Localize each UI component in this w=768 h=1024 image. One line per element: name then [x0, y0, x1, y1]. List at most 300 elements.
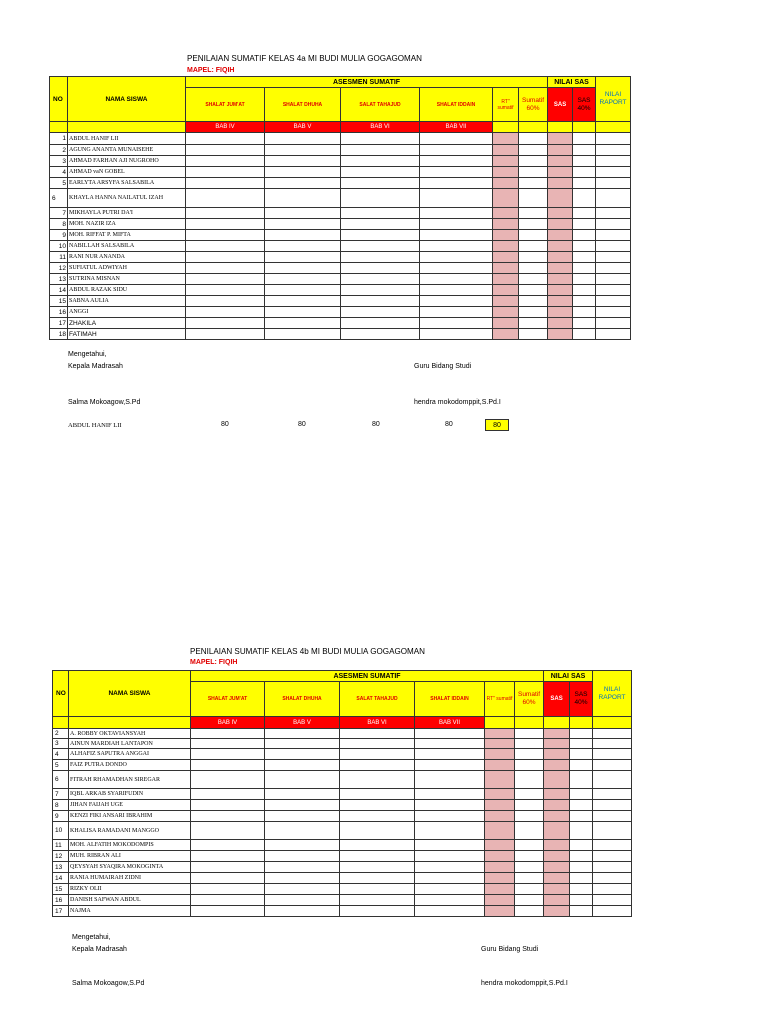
- score-cell[interactable]: [341, 296, 420, 307]
- score-cell[interactable]: [548, 252, 573, 263]
- score-cell[interactable]: [493, 156, 519, 167]
- score-cell[interactable]: [573, 252, 596, 263]
- score-cell[interactable]: [519, 230, 548, 241]
- score-cell[interactable]: [570, 739, 593, 749]
- score-cell[interactable]: [186, 156, 265, 167]
- score-cell[interactable]: [415, 749, 485, 760]
- score-cell[interactable]: [265, 241, 341, 252]
- score-cell[interactable]: [544, 811, 570, 822]
- score-cell[interactable]: [265, 189, 341, 208]
- score-cell[interactable]: [515, 895, 544, 906]
- score-cell[interactable]: [191, 884, 265, 895]
- score-cell[interactable]: [191, 895, 265, 906]
- score-cell[interactable]: [420, 230, 493, 241]
- score-cell[interactable]: [265, 329, 341, 340]
- score-cell[interactable]: [186, 230, 265, 241]
- score-cell[interactable]: [544, 873, 570, 884]
- score-cell[interactable]: [415, 800, 485, 811]
- score-cell[interactable]: [415, 851, 485, 862]
- score-cell[interactable]: [415, 895, 485, 906]
- score-cell[interactable]: [186, 219, 265, 230]
- score-cell[interactable]: [265, 296, 341, 307]
- score-cell[interactable]: [573, 219, 596, 230]
- score-cell[interactable]: [340, 771, 415, 789]
- score-cell[interactable]: [570, 895, 593, 906]
- score-cell[interactable]: [265, 145, 341, 156]
- score-cell[interactable]: [519, 263, 548, 274]
- score-cell[interactable]: [186, 307, 265, 318]
- score-cell[interactable]: [593, 739, 632, 749]
- score-cell[interactable]: [420, 285, 493, 296]
- score-cell[interactable]: [191, 800, 265, 811]
- score-cell[interactable]: [544, 729, 570, 739]
- score-cell[interactable]: [519, 208, 548, 219]
- score-cell[interactable]: [191, 749, 265, 760]
- score-cell[interactable]: [265, 263, 341, 274]
- score-cell[interactable]: [570, 840, 593, 851]
- score-cell[interactable]: [265, 252, 341, 263]
- score-cell[interactable]: [548, 189, 573, 208]
- score-cell[interactable]: [493, 219, 519, 230]
- score-cell[interactable]: [186, 133, 265, 145]
- score-cell[interactable]: [519, 252, 548, 263]
- score-cell[interactable]: [596, 263, 631, 274]
- score-cell[interactable]: [420, 318, 493, 329]
- score-cell[interactable]: [485, 851, 515, 862]
- score-cell[interactable]: [548, 230, 573, 241]
- score-cell[interactable]: [341, 145, 420, 156]
- score-cell[interactable]: [519, 241, 548, 252]
- score-cell[interactable]: [570, 789, 593, 800]
- score-cell[interactable]: [420, 208, 493, 219]
- score-cell[interactable]: [265, 873, 340, 884]
- score-cell[interactable]: [186, 329, 265, 340]
- score-cell[interactable]: [570, 851, 593, 862]
- score-cell[interactable]: [570, 862, 593, 873]
- score-cell[interactable]: [265, 789, 340, 800]
- score-cell[interactable]: [596, 219, 631, 230]
- score-cell[interactable]: [186, 318, 265, 329]
- score-cell[interactable]: [519, 329, 548, 340]
- score-cell[interactable]: [519, 285, 548, 296]
- score-cell[interactable]: [265, 307, 341, 318]
- score-cell[interactable]: [515, 749, 544, 760]
- score-cell[interactable]: [265, 811, 340, 822]
- score-cell[interactable]: [341, 263, 420, 274]
- score-cell[interactable]: [596, 178, 631, 189]
- score-cell[interactable]: [596, 145, 631, 156]
- score-cell[interactable]: [186, 285, 265, 296]
- score-cell[interactable]: [548, 167, 573, 178]
- score-cell[interactable]: [596, 189, 631, 208]
- score-cell[interactable]: [515, 800, 544, 811]
- score-cell[interactable]: [265, 862, 340, 873]
- score-cell[interactable]: [340, 873, 415, 884]
- score-cell[interactable]: [341, 307, 420, 318]
- score-cell[interactable]: [544, 895, 570, 906]
- score-cell[interactable]: [186, 241, 265, 252]
- score-cell[interactable]: [485, 771, 515, 789]
- score-cell[interactable]: [519, 156, 548, 167]
- score-cell[interactable]: [596, 133, 631, 145]
- score-cell[interactable]: [485, 862, 515, 873]
- score-cell[interactable]: [515, 729, 544, 739]
- score-cell[interactable]: [420, 263, 493, 274]
- score-cell[interactable]: [593, 800, 632, 811]
- score-cell[interactable]: [515, 840, 544, 851]
- score-cell[interactable]: [420, 252, 493, 263]
- score-cell[interactable]: [593, 906, 632, 917]
- score-cell[interactable]: [544, 789, 570, 800]
- score-cell[interactable]: [493, 208, 519, 219]
- score-cell[interactable]: [415, 811, 485, 822]
- score-cell[interactable]: [186, 263, 265, 274]
- score-cell[interactable]: [593, 811, 632, 822]
- score-cell[interactable]: [420, 274, 493, 285]
- score-cell[interactable]: [573, 307, 596, 318]
- score-cell[interactable]: [415, 789, 485, 800]
- score-cell[interactable]: [415, 729, 485, 739]
- score-cell[interactable]: [573, 208, 596, 219]
- score-cell[interactable]: [548, 241, 573, 252]
- score-cell[interactable]: [544, 851, 570, 862]
- score-cell[interactable]: [519, 133, 548, 145]
- score-cell[interactable]: [544, 862, 570, 873]
- score-cell[interactable]: [519, 307, 548, 318]
- score-cell[interactable]: [593, 884, 632, 895]
- score-cell[interactable]: [485, 729, 515, 739]
- score-cell[interactable]: [493, 263, 519, 274]
- score-cell[interactable]: [485, 822, 515, 840]
- score-cell[interactable]: [415, 771, 485, 789]
- score-cell[interactable]: [341, 230, 420, 241]
- score-cell[interactable]: [548, 219, 573, 230]
- score-cell[interactable]: [191, 739, 265, 749]
- score-cell[interactable]: [265, 274, 341, 285]
- score-cell[interactable]: [485, 811, 515, 822]
- score-cell[interactable]: [593, 749, 632, 760]
- score-cell[interactable]: [593, 840, 632, 851]
- score-cell[interactable]: [415, 884, 485, 895]
- score-cell[interactable]: [265, 800, 340, 811]
- score-cell[interactable]: [596, 156, 631, 167]
- score-cell[interactable]: [570, 811, 593, 822]
- score-cell[interactable]: [596, 329, 631, 340]
- score-cell[interactable]: [340, 906, 415, 917]
- score-cell[interactable]: [548, 285, 573, 296]
- score-cell[interactable]: [548, 307, 573, 318]
- score-cell[interactable]: [593, 851, 632, 862]
- score-cell[interactable]: [485, 906, 515, 917]
- score-cell[interactable]: [341, 133, 420, 145]
- score-cell[interactable]: [265, 178, 341, 189]
- score-cell[interactable]: [415, 822, 485, 840]
- score-cell[interactable]: [544, 749, 570, 760]
- sample-result-cell[interactable]: 80: [485, 419, 509, 431]
- score-cell[interactable]: [415, 739, 485, 749]
- score-cell[interactable]: [186, 252, 265, 263]
- score-cell[interactable]: [265, 895, 340, 906]
- score-cell[interactable]: [573, 156, 596, 167]
- score-cell[interactable]: [570, 873, 593, 884]
- score-cell[interactable]: [485, 800, 515, 811]
- score-cell[interactable]: [573, 178, 596, 189]
- score-cell[interactable]: [493, 252, 519, 263]
- score-cell[interactable]: [493, 145, 519, 156]
- score-cell[interactable]: [548, 263, 573, 274]
- score-cell[interactable]: [548, 208, 573, 219]
- score-cell[interactable]: [341, 156, 420, 167]
- score-cell[interactable]: [515, 789, 544, 800]
- score-cell[interactable]: [485, 749, 515, 760]
- score-cell[interactable]: [340, 729, 415, 739]
- score-cell[interactable]: [493, 274, 519, 285]
- score-cell[interactable]: [493, 318, 519, 329]
- score-cell[interactable]: [340, 789, 415, 800]
- score-cell[interactable]: [596, 307, 631, 318]
- score-cell[interactable]: [265, 156, 341, 167]
- score-cell[interactable]: [548, 274, 573, 285]
- score-cell[interactable]: [593, 822, 632, 840]
- score-cell[interactable]: [191, 840, 265, 851]
- score-cell[interactable]: [265, 760, 340, 771]
- score-cell[interactable]: [191, 851, 265, 862]
- score-cell[interactable]: [493, 307, 519, 318]
- score-cell[interactable]: [265, 230, 341, 241]
- score-cell[interactable]: [420, 296, 493, 307]
- score-cell[interactable]: [573, 133, 596, 145]
- score-cell[interactable]: [515, 771, 544, 789]
- score-cell[interactable]: [519, 178, 548, 189]
- score-cell[interactable]: [265, 208, 341, 219]
- score-cell[interactable]: [493, 167, 519, 178]
- score-cell[interactable]: [186, 208, 265, 219]
- score-cell[interactable]: [573, 230, 596, 241]
- score-cell[interactable]: [485, 884, 515, 895]
- score-cell[interactable]: [596, 208, 631, 219]
- score-cell[interactable]: [519, 167, 548, 178]
- score-cell[interactable]: [265, 133, 341, 145]
- score-cell[interactable]: [544, 760, 570, 771]
- score-cell[interactable]: [596, 318, 631, 329]
- score-cell[interactable]: [519, 296, 548, 307]
- score-cell[interactable]: [596, 241, 631, 252]
- score-cell[interactable]: [593, 873, 632, 884]
- score-cell[interactable]: [573, 189, 596, 208]
- score-cell[interactable]: [493, 296, 519, 307]
- score-cell[interactable]: [191, 729, 265, 739]
- score-cell[interactable]: [420, 156, 493, 167]
- score-cell[interactable]: [420, 167, 493, 178]
- score-cell[interactable]: [493, 285, 519, 296]
- score-cell[interactable]: [485, 873, 515, 884]
- score-cell[interactable]: [341, 178, 420, 189]
- score-cell[interactable]: [341, 241, 420, 252]
- score-cell[interactable]: [515, 862, 544, 873]
- score-cell[interactable]: [593, 760, 632, 771]
- score-cell[interactable]: [341, 274, 420, 285]
- score-cell[interactable]: [573, 167, 596, 178]
- score-cell[interactable]: [340, 811, 415, 822]
- score-cell[interactable]: [596, 252, 631, 263]
- score-cell[interactable]: [593, 789, 632, 800]
- score-cell[interactable]: [420, 241, 493, 252]
- score-cell[interactable]: [485, 789, 515, 800]
- score-cell[interactable]: [415, 840, 485, 851]
- score-cell[interactable]: [515, 760, 544, 771]
- score-cell[interactable]: [593, 895, 632, 906]
- score-cell[interactable]: [596, 296, 631, 307]
- score-cell[interactable]: [341, 219, 420, 230]
- score-cell[interactable]: [420, 133, 493, 145]
- score-cell[interactable]: [596, 167, 631, 178]
- score-cell[interactable]: [420, 307, 493, 318]
- score-cell[interactable]: [493, 241, 519, 252]
- score-cell[interactable]: [544, 771, 570, 789]
- score-cell[interactable]: [341, 318, 420, 329]
- score-cell[interactable]: [519, 219, 548, 230]
- score-cell[interactable]: [265, 851, 340, 862]
- score-cell[interactable]: [570, 822, 593, 840]
- score-cell[interactable]: [186, 167, 265, 178]
- score-cell[interactable]: [485, 840, 515, 851]
- score-cell[interactable]: [265, 822, 340, 840]
- score-cell[interactable]: [191, 873, 265, 884]
- score-cell[interactable]: [265, 884, 340, 895]
- score-cell[interactable]: [596, 274, 631, 285]
- score-cell[interactable]: [544, 906, 570, 917]
- score-cell[interactable]: [596, 285, 631, 296]
- score-cell[interactable]: [186, 178, 265, 189]
- score-cell[interactable]: [186, 145, 265, 156]
- score-cell[interactable]: [415, 873, 485, 884]
- score-cell[interactable]: [265, 906, 340, 917]
- score-cell[interactable]: [485, 739, 515, 749]
- score-cell[interactable]: [341, 208, 420, 219]
- score-cell[interactable]: [420, 189, 493, 208]
- score-cell[interactable]: [191, 862, 265, 873]
- score-cell[interactable]: [548, 318, 573, 329]
- score-cell[interactable]: [340, 884, 415, 895]
- score-cell[interactable]: [485, 760, 515, 771]
- score-cell[interactable]: [570, 771, 593, 789]
- score-cell[interactable]: [519, 189, 548, 208]
- score-cell[interactable]: [548, 156, 573, 167]
- score-cell[interactable]: [493, 178, 519, 189]
- score-cell[interactable]: [570, 729, 593, 739]
- score-cell[interactable]: [515, 873, 544, 884]
- score-cell[interactable]: [493, 133, 519, 145]
- score-cell[interactable]: [573, 145, 596, 156]
- score-cell[interactable]: [340, 760, 415, 771]
- score-cell[interactable]: [265, 749, 340, 760]
- score-cell[interactable]: [548, 133, 573, 145]
- score-cell[interactable]: [515, 811, 544, 822]
- score-cell[interactable]: [515, 906, 544, 917]
- score-cell[interactable]: [186, 296, 265, 307]
- score-cell[interactable]: [593, 862, 632, 873]
- score-cell[interactable]: [573, 318, 596, 329]
- score-cell[interactable]: [191, 760, 265, 771]
- score-cell[interactable]: [573, 285, 596, 296]
- score-cell[interactable]: [415, 906, 485, 917]
- score-cell[interactable]: [548, 329, 573, 340]
- score-cell[interactable]: [485, 895, 515, 906]
- score-cell[interactable]: [519, 145, 548, 156]
- score-cell[interactable]: [544, 739, 570, 749]
- score-cell[interactable]: [593, 729, 632, 739]
- score-cell[interactable]: [548, 296, 573, 307]
- score-cell[interactable]: [519, 274, 548, 285]
- score-cell[interactable]: [573, 274, 596, 285]
- score-cell[interactable]: [515, 884, 544, 895]
- score-cell[interactable]: [420, 145, 493, 156]
- score-cell[interactable]: [544, 822, 570, 840]
- score-cell[interactable]: [340, 840, 415, 851]
- score-cell[interactable]: [191, 771, 265, 789]
- score-cell[interactable]: [415, 862, 485, 873]
- score-cell[interactable]: [191, 906, 265, 917]
- score-cell[interactable]: [191, 822, 265, 840]
- score-cell[interactable]: [593, 771, 632, 789]
- score-cell[interactable]: [186, 274, 265, 285]
- score-cell[interactable]: [573, 263, 596, 274]
- score-cell[interactable]: [340, 739, 415, 749]
- score-cell[interactable]: [265, 840, 340, 851]
- score-cell[interactable]: [340, 749, 415, 760]
- score-cell[interactable]: [493, 189, 519, 208]
- score-cell[interactable]: [544, 800, 570, 811]
- score-cell[interactable]: [191, 789, 265, 800]
- score-cell[interactable]: [341, 285, 420, 296]
- score-cell[interactable]: [340, 800, 415, 811]
- score-cell[interactable]: [341, 167, 420, 178]
- score-cell[interactable]: [573, 296, 596, 307]
- score-cell[interactable]: [265, 285, 341, 296]
- score-cell[interactable]: [570, 800, 593, 811]
- score-cell[interactable]: [515, 739, 544, 749]
- score-cell[interactable]: [265, 318, 341, 329]
- score-cell[interactable]: [544, 840, 570, 851]
- score-cell[interactable]: [570, 906, 593, 917]
- score-cell[interactable]: [415, 760, 485, 771]
- score-cell[interactable]: [548, 145, 573, 156]
- score-cell[interactable]: [265, 167, 341, 178]
- score-cell[interactable]: [191, 811, 265, 822]
- score-cell[interactable]: [515, 822, 544, 840]
- score-cell[interactable]: [573, 241, 596, 252]
- score-cell[interactable]: [420, 219, 493, 230]
- score-cell[interactable]: [548, 178, 573, 189]
- score-cell[interactable]: [493, 329, 519, 340]
- score-cell[interactable]: [341, 189, 420, 208]
- score-cell[interactable]: [570, 884, 593, 895]
- score-cell[interactable]: [573, 329, 596, 340]
- score-cell[interactable]: [341, 252, 420, 263]
- score-cell[interactable]: [340, 862, 415, 873]
- score-cell[interactable]: [340, 895, 415, 906]
- score-cell[interactable]: [265, 771, 340, 789]
- score-cell[interactable]: [596, 230, 631, 241]
- score-cell[interactable]: [340, 851, 415, 862]
- score-cell[interactable]: [519, 318, 548, 329]
- score-cell[interactable]: [420, 178, 493, 189]
- score-cell[interactable]: [340, 822, 415, 840]
- score-cell[interactable]: [544, 884, 570, 895]
- score-cell[interactable]: [341, 329, 420, 340]
- score-cell[interactable]: [186, 189, 265, 208]
- score-cell[interactable]: [265, 739, 340, 749]
